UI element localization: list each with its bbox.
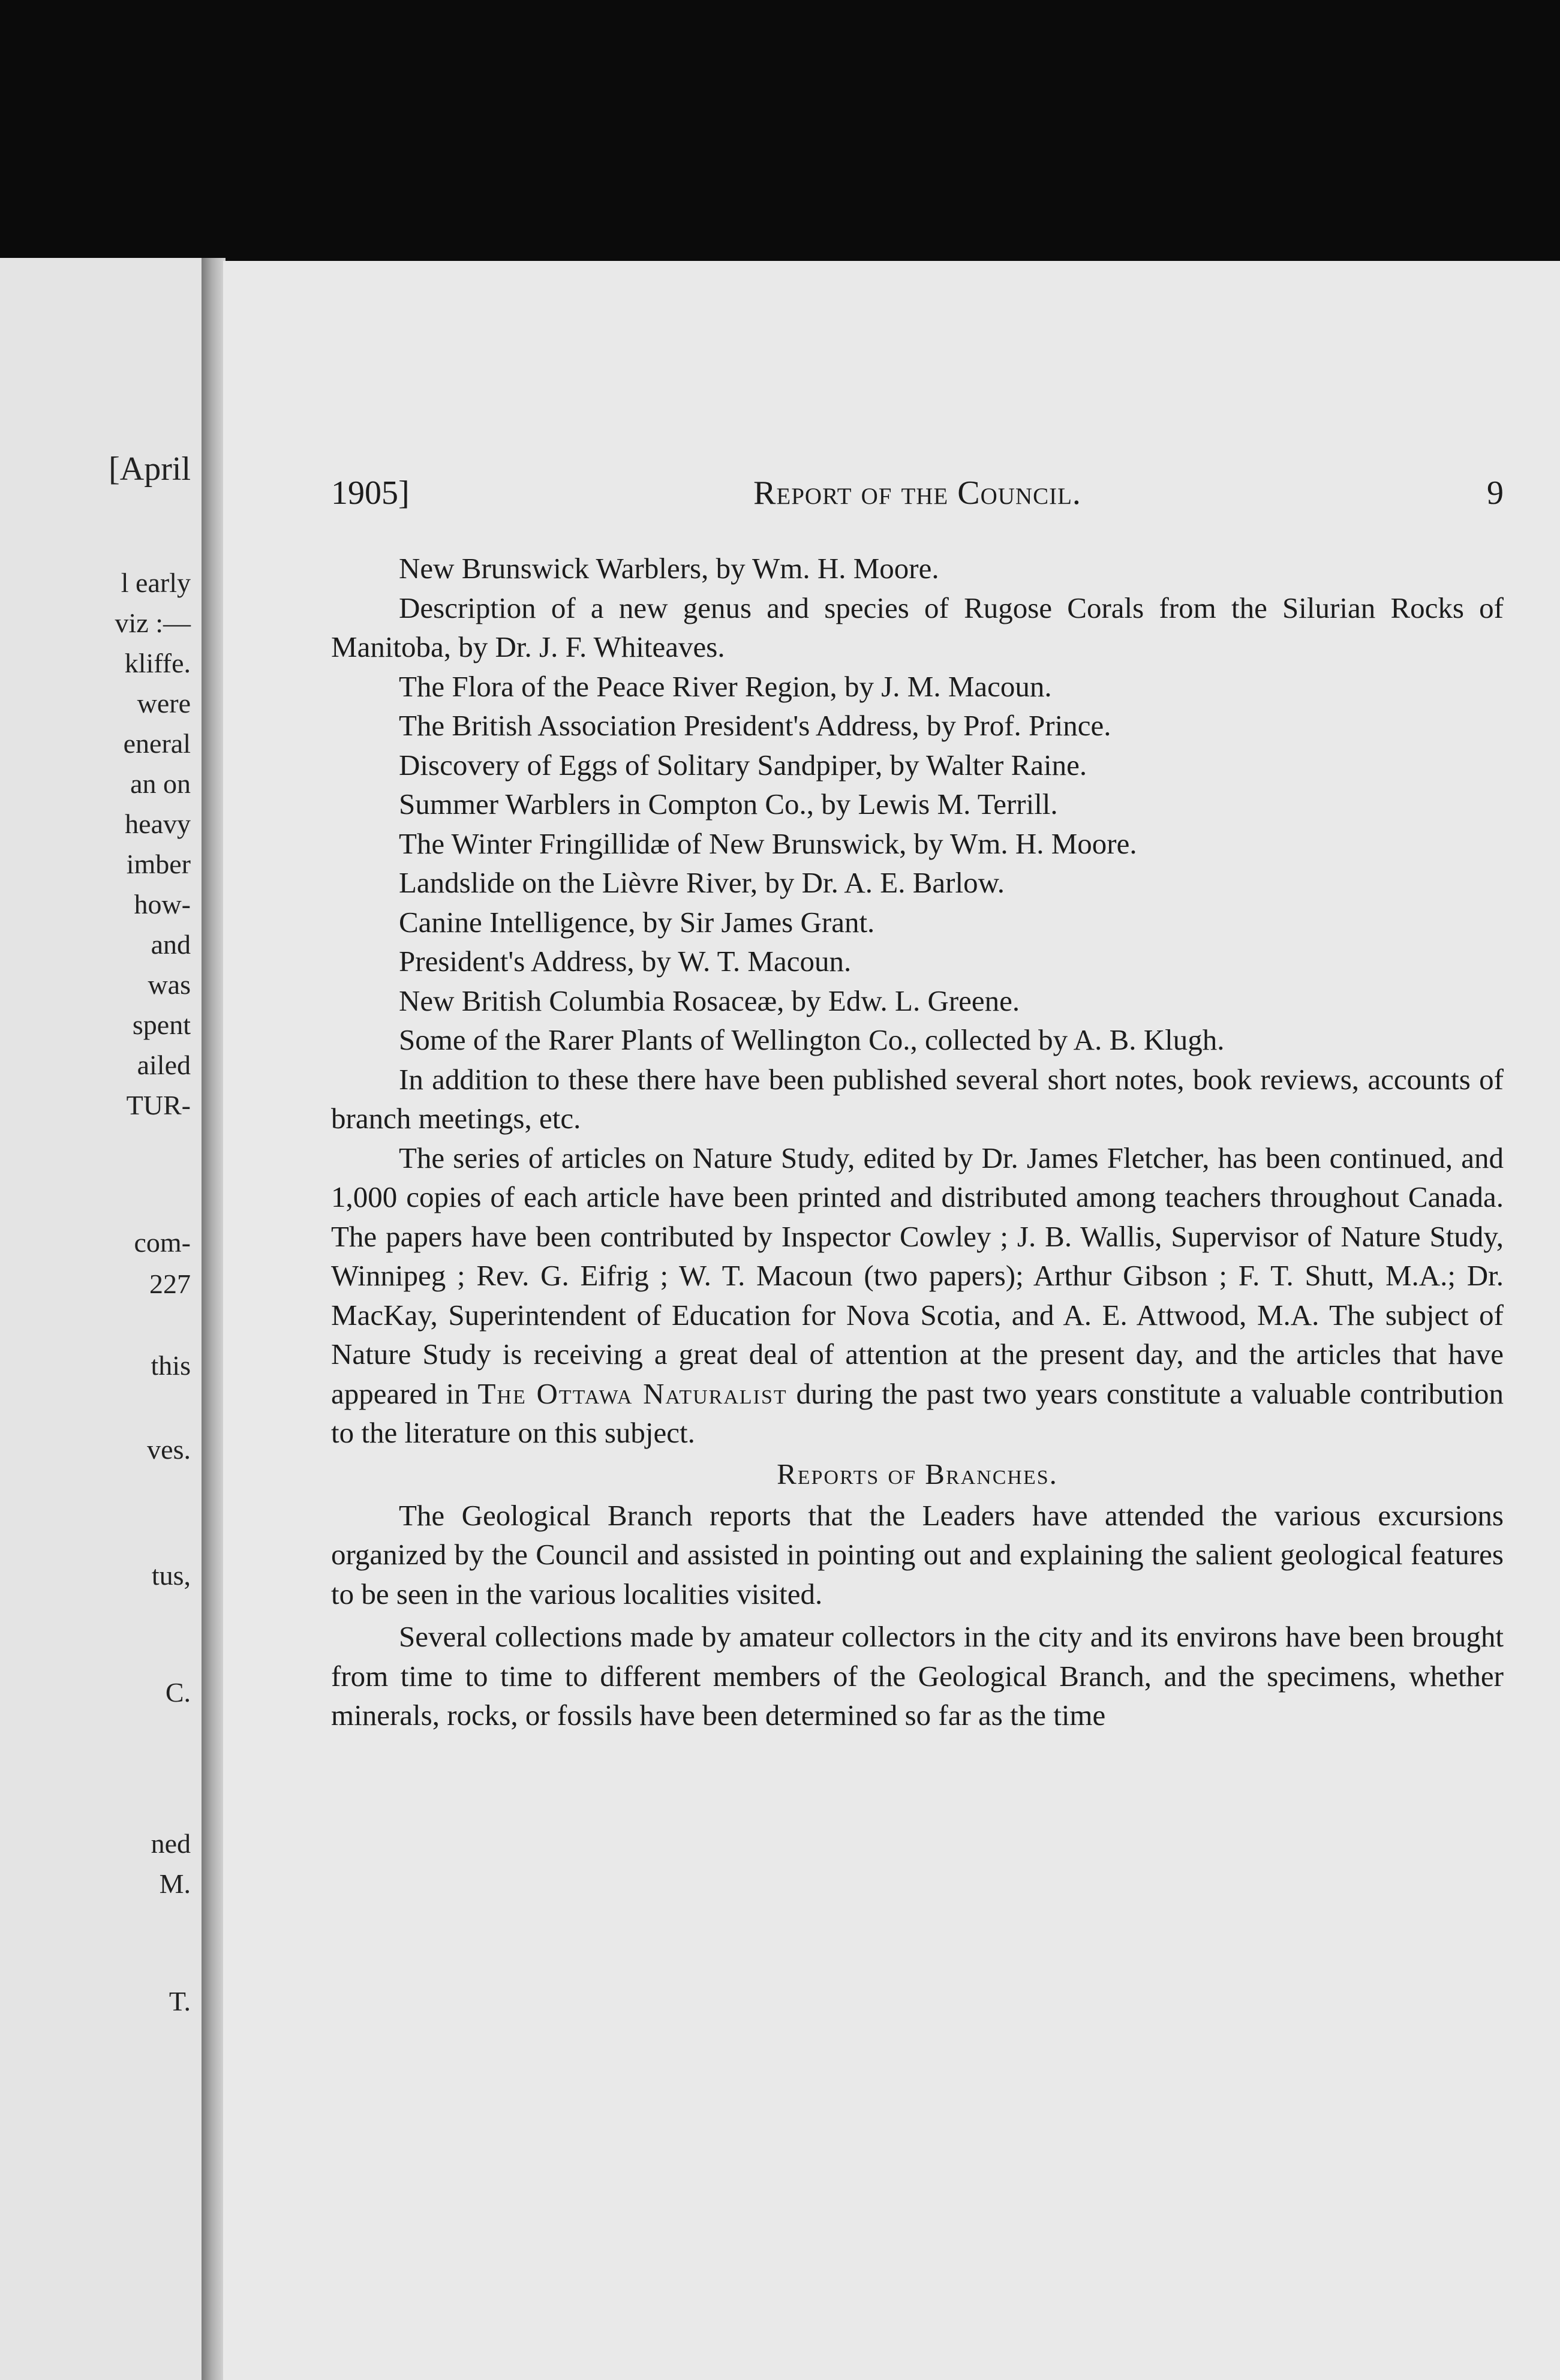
article-entry: President's Address, by W. T. Macoun.	[399, 945, 852, 978]
left-fragment: com-	[134, 1227, 191, 1258]
nature-study-text: The series of articles on Nature Study, edited by Dr. James Fletcher, has been continued, and 1,000 copies of each article have been printed and distributed among teachers throughout Canada. The papers have been contributed by Inspector Cowley ; J. B. Wallis, Supervisor of Nature Study, Winnipeg ; Rev. G. Eifrig ; W. T. Macoun (two papers); Arthur Gibson ; F. T. Shutt, M.A.; Dr. MacKay, Superintendent of Education for Nova Scotia, and A. E. Attwood, M.A. The subject of Nature Study is receiving a great deal of attention at the present day, and the articles that have appeared in	[331, 1141, 1504, 1410]
left-fragment: eneral	[123, 728, 191, 759]
article-entry: Landslide on the Lièvre River, by Dr. A. E. Barlow.	[399, 866, 1005, 899]
left-fragment: T.	[169, 1986, 191, 2017]
left-fragment: imber	[126, 849, 191, 879]
left-page-header: [April	[109, 450, 191, 488]
header-title: Report of the Council.	[753, 474, 1081, 512]
left-fragment: l early	[121, 567, 191, 598]
left-fragment: were	[137, 688, 191, 719]
left-fragment: ned	[151, 1828, 191, 1859]
nature-study-paragraph	[331, 1138, 1504, 1453]
left-fragment: heavy	[125, 809, 191, 839]
running-header	[331, 474, 1504, 522]
article-entry: Description of a new genus and species of Rugose Corals from the Silurian Rocks of Manitoba, by Dr. J. F. Whiteaves.	[331, 591, 1504, 663]
article-entry: The Winter Fringillidæ of New Brunswick, by Wm. H. Moore.	[399, 827, 1137, 860]
left-fragment: tus,	[151, 1560, 191, 1591]
left-fragment: and	[151, 929, 191, 960]
left-fragment: ailed	[137, 1050, 191, 1080]
left-fragment: an on	[130, 768, 191, 799]
article-entry: New Brunswick Warblers, by Wm. H. Moore.	[399, 552, 939, 585]
header-year: 1905]	[331, 474, 410, 512]
left-fragment: was	[148, 969, 191, 1000]
left-fragment: C.	[165, 1677, 191, 1708]
previous-page-fragment	[0, 258, 204, 2380]
left-fragment: ves.	[147, 1434, 191, 1465]
book-page	[223, 261, 1560, 2380]
left-fragment: spent	[132, 1009, 191, 1040]
left-fragment: how-	[134, 889, 191, 919]
left-fragment: this	[151, 1350, 191, 1381]
geological-paragraph: The Geological Branch reports that the Leaders have attended the various excursions organized by the Council and assisted in pointing out and explaining the salient geological features to be seen in the various localities visited.	[331, 1498, 1504, 1610]
article-entry: Summer Warblers in Compton Co., by Lewis M. Terrill.	[399, 788, 1058, 821]
left-fragment: TUR-	[126, 1090, 191, 1120]
geological-paragraph: Several collections made by amateur collectors in the city and its environs have been brought from time to time to different members of the Geological Branch, and the specimens, whether minerals, rocks, or fossils have been determined so far as the time	[331, 1620, 1504, 1732]
left-fragment: viz :—	[115, 608, 191, 638]
left-fragment: kliffe.	[124, 648, 191, 678]
left-fragment: 227	[149, 1269, 191, 1299]
article-entry: The British Association President's Address, by Prof. Prince.	[399, 709, 1111, 742]
article-entry: Canine Intelligence, by Sir James Grant.	[399, 905, 875, 939]
book-spine-gutter	[202, 258, 226, 2380]
page-body	[331, 549, 1504, 1735]
article-entry: Some of the Rarer Plants of Wellington Co., collected by A. B. Klugh.	[399, 1023, 1225, 1056]
journal-title: The Ottawa Naturalist	[477, 1377, 787, 1410]
nature-study-text-end: during the past two years constitute a valuable contribution to the literature on this subject.	[331, 1377, 1504, 1449]
section-heading: Reports of Branches.	[777, 1457, 1058, 1490]
article-entry: Discovery of Eggs of Solitary Sandpiper, by Walter Raine.	[399, 748, 1087, 782]
article-entry: The Flora of the Peace River Region, by J. M. Macoun.	[399, 669, 1052, 703]
page-number: 9	[1487, 474, 1504, 512]
short-notes-paragraph: In addition to these there have been published several short notes, book reviews, accounts of branch meetings, etc.	[331, 1062, 1504, 1135]
left-fragment: M.	[159, 1868, 191, 1899]
article-entry: New British Columbia Rosaceæ, by Edw. L. Greene.	[399, 984, 1020, 1017]
